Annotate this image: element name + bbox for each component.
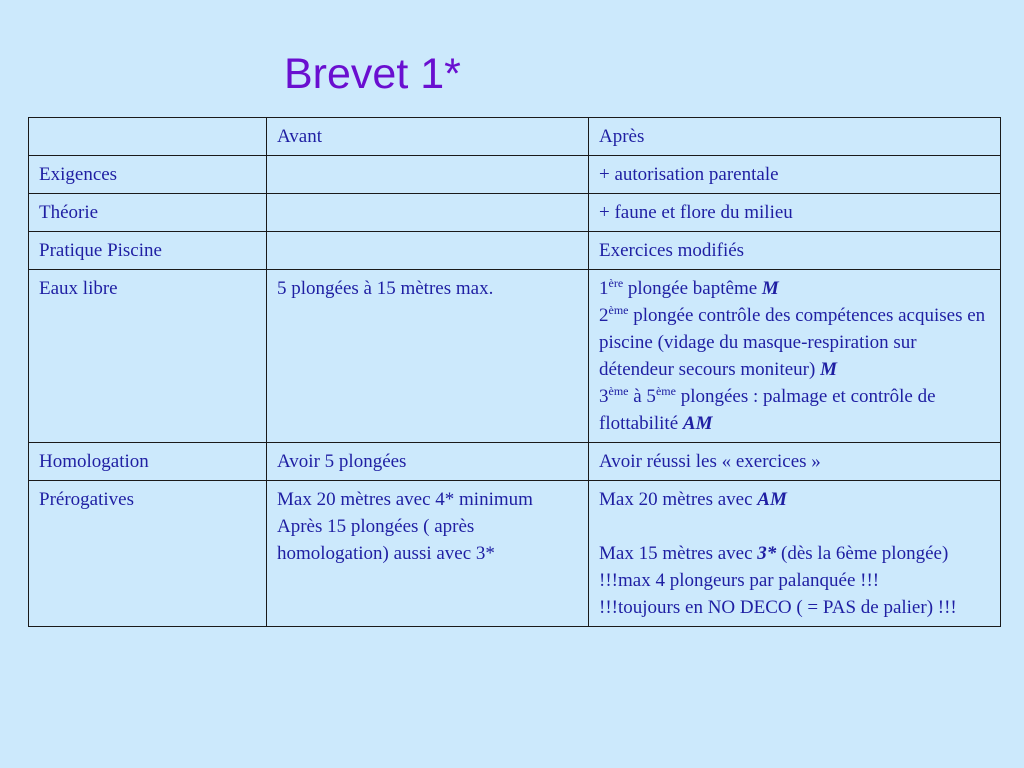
cell-avant	[267, 156, 589, 194]
dive-line-2: 2ème plongée contrôle des compétences acquises en piscine (vidage du masque-respiration sur détendeur secours moniteur) M	[599, 303, 986, 380]
apres-line-3: !!!max 4 plongeurs par palanquée !!!	[599, 570, 880, 591]
cell-avant	[267, 481, 589, 627]
row-label: Exigences	[29, 156, 267, 194]
apres-line-2: Max 15 mètres avec 3* (dès la 6ème plongée)	[599, 543, 949, 564]
header-cell-empty	[29, 118, 267, 156]
avant-line-1: Max 20 mètres avec 4* minimum	[277, 489, 533, 510]
row-label: Pratique Piscine	[29, 232, 267, 270]
supervision-code: M	[761, 278, 779, 299]
cell-apres: Avoir réussi les « exercices »	[589, 443, 1001, 481]
supervision-code: 3*	[757, 543, 777, 564]
apres-line-4: !!!toujours en NO DECO ( = PAS de palier) !!!	[599, 597, 957, 618]
supervision-code: AM	[757, 489, 787, 510]
brevet-table	[28, 117, 1001, 627]
page-title: Brevet 1*	[284, 50, 461, 98]
cell-avant	[267, 194, 589, 232]
table-row-pratique-piscine	[29, 232, 1001, 270]
cell-avant	[267, 232, 589, 270]
avant-line-2: Après 15 plongées ( après homologation) aussi avec 3*	[277, 516, 495, 564]
cell-avant: 5 plongées à 15 mètres max.	[267, 270, 589, 443]
dive-line-3: 3ème à 5ème plongées : palmage et contrôle de flottabilité AM	[599, 384, 936, 434]
row-label: Homologation	[29, 443, 267, 481]
cell-apres	[589, 270, 1001, 443]
table-row-prerogatives	[29, 481, 1001, 627]
table-row-theorie	[29, 194, 1001, 232]
cell-apres	[589, 481, 1001, 627]
table-row-eaux-libre	[29, 270, 1001, 443]
header-cell-avant: Avant	[267, 118, 589, 156]
supervision-code: M	[820, 359, 837, 380]
header-cell-apres: Après	[589, 118, 1001, 156]
supervision-code: AM	[682, 413, 713, 434]
cell-apres: + autorisation parentale	[589, 156, 1001, 194]
table-row-exigences	[29, 156, 1001, 194]
cell-avant: Avoir 5 plongées	[267, 443, 589, 481]
table-row-homologation	[29, 443, 1001, 481]
dive-line-1: 1ère plongée baptême M	[599, 276, 779, 299]
row-label: Prérogatives	[29, 481, 267, 627]
apres-line-1: Max 20 mètres avec AM	[599, 489, 787, 510]
row-label: Eaux libre	[29, 270, 267, 443]
spacer	[599, 513, 992, 540]
cell-apres: + faune et flore du milieu	[589, 194, 1001, 232]
table-header-row	[29, 118, 1001, 156]
cell-apres: Exercices modifiés	[589, 232, 1001, 270]
row-label: Théorie	[29, 194, 267, 232]
